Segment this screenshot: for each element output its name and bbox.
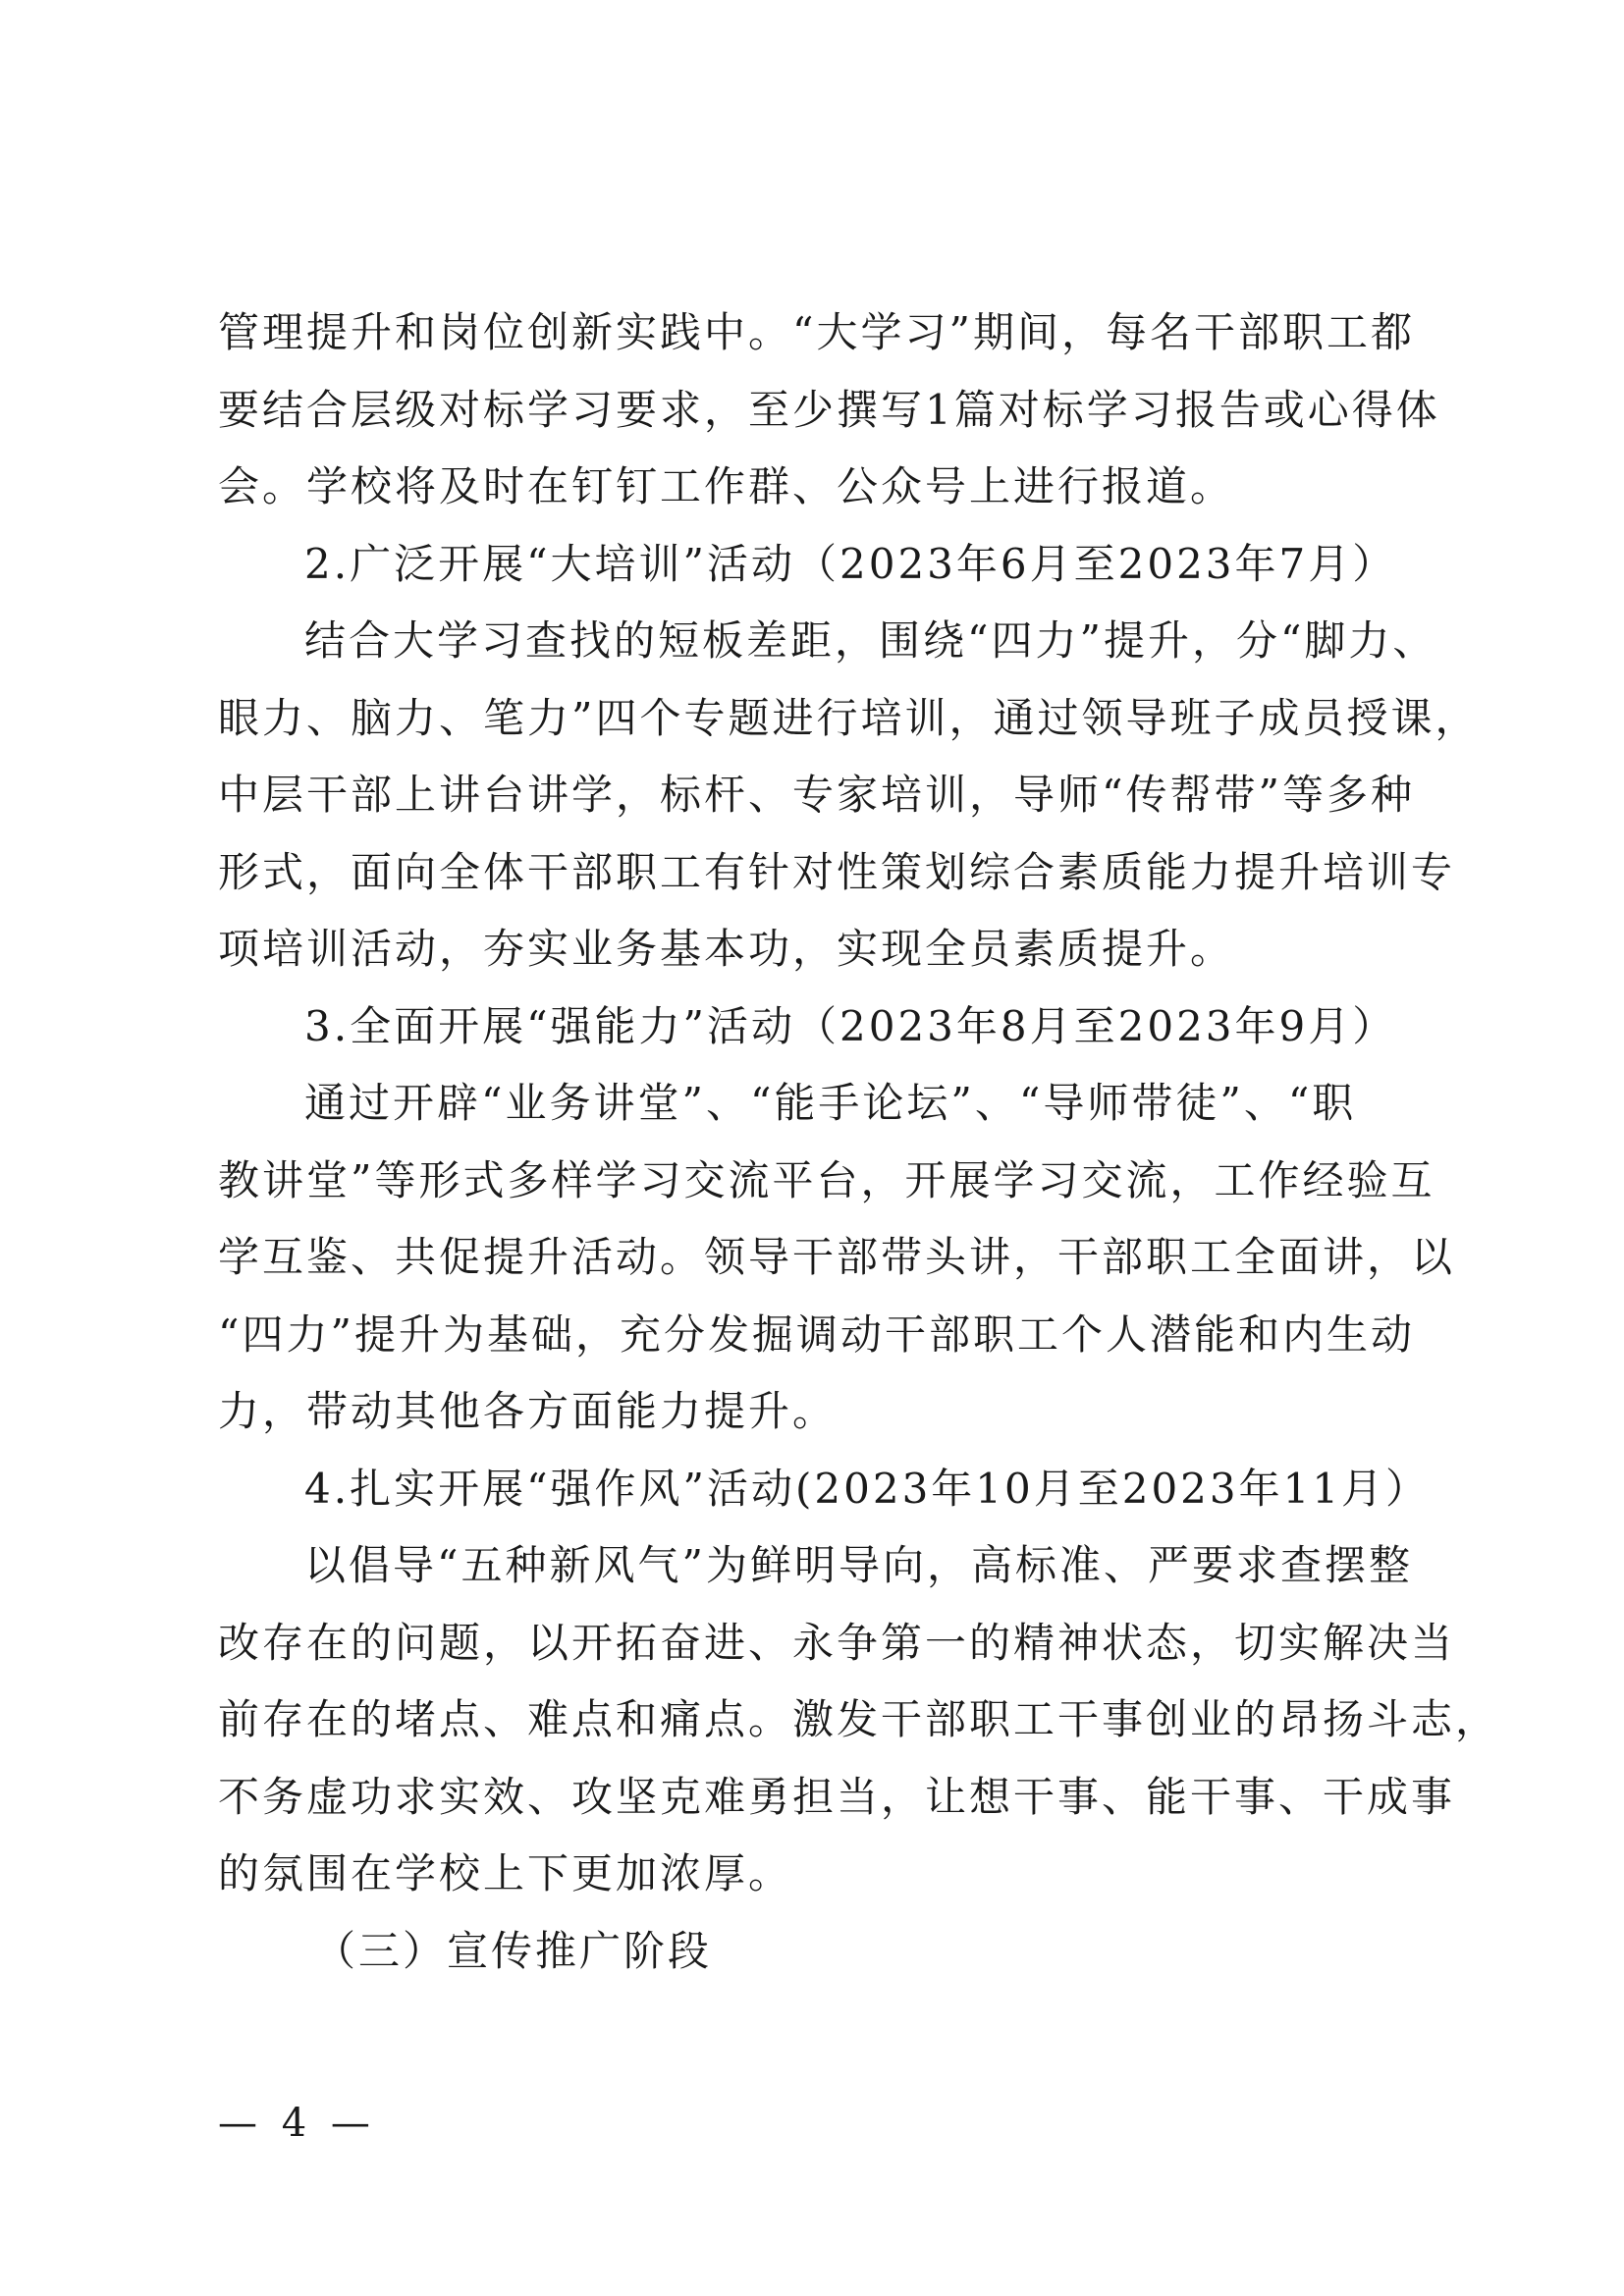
paragraph-line: 通过开辟“业务讲堂”、“能手论坛”、“导师带徒”、“职 [304,1079,1357,1127]
paragraph-line: 会。学校将及时在钉钉工作群、公众号上进行报道。 [218,462,1235,510]
paragraph-line: 教讲堂”等形式多样学习交流平台，开展学习交流，工作经验互 [218,1155,1435,1204]
paragraph-line: 改存在的问题，以开拓奋进、永争第一的精神状态，切实解决当 [218,1618,1456,1667]
section-heading-3: 3.全面开展“强能力”活动（2023年8月至2023年9月） [304,1001,1397,1050]
paragraph-line: 要结合层级对标学习要求，至少撰写1篇对标学习报告或心得体 [218,385,1440,434]
paragraph-line: 以倡导“五种新风气”为鲜明导向，高标准、严要求查摆整 [304,1541,1413,1589]
section-heading-4: 4.扎实开展“强作风”活动(2023年10月至2023年11月） [304,1464,1431,1513]
paragraph-line: 形式，面向全体干部职工有针对性策划综合素质能力提升培训专 [218,847,1456,896]
paragraph-line: 项培训活动，夯实业务基本功，实现全员素质提升。 [218,925,1235,973]
paragraph-line: 力，带动其他各方面能力提升。 [218,1387,838,1435]
paragraph-line: 的氛围在学校上下更加浓厚。 [218,1849,793,1897]
paragraph-line: 不务虚功求实效、攻坚克难勇担当，让想干事、能干事、干成事 [218,1772,1456,1821]
body-text [218,294,1500,1990]
paragraph-line: 眼力、脑力、笔力”四个专题进行培训，通过领导班子成员授课， [218,693,1480,742]
section-heading-stage-3: （三）宣传推广阶段 [314,1926,713,1975]
paragraph-line: 管理提升和岗位创新实践中。“大学习”期间，每名干部职工都 [218,308,1415,356]
page-number: — 4 — [218,2101,376,2146]
paragraph-line: 中层干部上讲台讲学，标杆、专家培训，导师“传帮带”等多种 [218,771,1415,819]
paragraph-line: 结合大学习查找的短板差距，围绕“四力”提升，分“脚力、 [304,616,1437,665]
paragraph-line: 学互鉴、共促提升活动。领导干部带头讲，干部职工全面讲，以 [218,1233,1456,1281]
paragraph-line: 前存在的堵点、难点和痛点。激发干部职工干事创业的昂扬斗志， [218,1695,1500,1743]
section-heading-2: 2.广泛开展“大培训”活动（2023年6月至2023年7月） [304,539,1397,588]
paragraph-line: “四力”提升为基础，充分发掘调动干部职工个人潜能和内生动 [218,1309,1415,1359]
